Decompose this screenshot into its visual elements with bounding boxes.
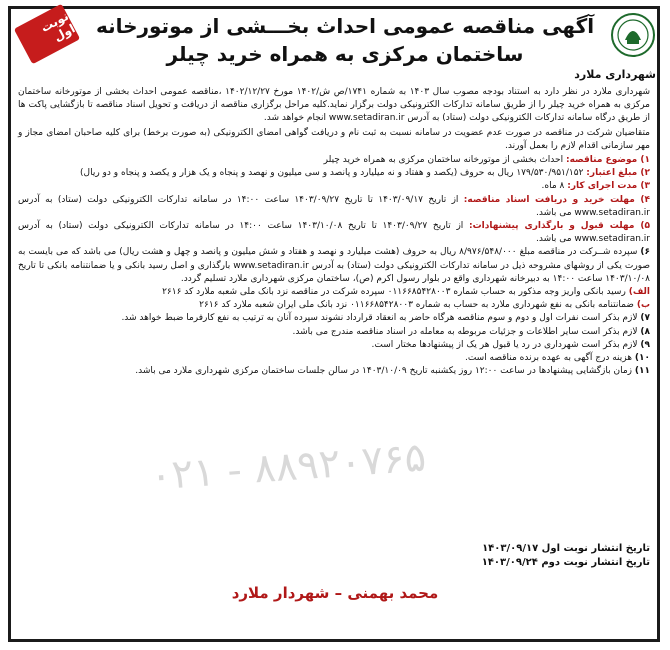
item-heading: ۷) [640, 313, 650, 324]
item-8 [18, 326, 650, 339]
item-heading: ۴) مهلت خرید و دریافت اسناد مناقصه: [463, 194, 650, 205]
item-heading: ۲) مبلغ اعتبار: [586, 168, 650, 179]
item-11 [18, 365, 650, 378]
item-text: از تاریخ ۱۴۰۳/۰۹/۲۷ تا تاریخ ۱۴۰۳/۱۰/۰۸ ساعت ۱۴:۰۰ در سامانه تدارکات الکترونیکی دولت (ستاد) به آدرس www.setadiran.ir می باشد. [18, 221, 650, 245]
item-document-deadline [18, 194, 650, 220]
municipality-emblem-icon [610, 12, 656, 58]
item-text: ۱۷۹/۵۳۰/۹۵۱/۱۵۲ ریال به حروف (یکصد و هفتاد و نه میلیارد و پانصد و سی میلیون و نهصد و پنجاه و یک هزار و یکصد و پنجاه و دو ریال) [80, 168, 584, 179]
item-budget [18, 167, 650, 180]
item-text: لازم بذکر است نفرات اول و دوم و سوم مناقصه هرگاه حاضر به انعقاد قرارداد نشوند سپرده آنان به ترتیب به نفع کارفرما ضبط خواهد شد. [121, 313, 638, 324]
item-text: هزینه درج آگهی به عهده برنده مناقصه است. [464, 353, 632, 364]
item-text: ضمانتنامه بانکی به نفع شهرداری ملارد به حساب به شماره ۰۱۱۶۶۸۵۴۲۸۰۰۳ نزد بانک ملی ایران شعبه ملارد کد ۲۶۱۶ [199, 300, 634, 311]
notice-body [18, 86, 650, 378]
item-7 [18, 312, 650, 325]
notice-title-line-1: آگهی مناقصه عمومی احداث بخـــشی از موتورخانه [95, 14, 595, 38]
signature: محمد بهمنی – شهردار ملارد [231, 584, 439, 602]
item-text: ۸ ماه. [541, 181, 565, 192]
item-9 [18, 339, 650, 352]
item-text: رسید بانکی واریز وجه مذکور به حساب شماره ۰۱۱۶۶۸۵۴۲۸۰۰۳ سپرده شرکت در مناقصه نزد بانک ملی شعبه ملارد کد ۲۶۱۶ [162, 287, 626, 298]
item-heading: ۱) موضوع مناقصه: [565, 155, 650, 166]
item-bid-deadline [18, 220, 650, 246]
item-text: لازم بذکر است سایر اطلاعات و جزئیات مربوطه به معامله در اسناد مناقصه مندرج می باشد. [292, 326, 638, 337]
publication-dates [482, 542, 650, 570]
item-text: زمان بازگشایی پیشنهادها در ساعت ۱۲:۰۰ روز یکشنبه تاریخ ۱۴۰۳/۱۰/۰۹ در سالن جلسات ساختمان مرکزی شهرداری ملارد می باشد. [135, 366, 632, 377]
phone-watermark: ۰۲۱ - ۸۸۹۲۰۷۶۵ [148, 434, 428, 500]
intro-paragraph: شهرداری ملارد در نظر دارد به استناد بودجه مصوب سال ۱۴۰۳ به شماره ۱۷۴۱/ص ش/۱۴۰۲ مورخ ۱۴۰۲/۱۲/۲۷ ،مناقصه عمومی احداث بخشی از موتورخانه ساختمان مرکزی به همراه خرید چیلر را از طریق سامانه تدارکات الکترونیکی دولت برگزار نماید.کلیه مراحل برگزاری مناقصه از دریافت و تحویل اسناد مناقصه تا بازگشایی پاکت ها از طریق درگاه سامانه تدارکات الکترونیکی دولت (ستاد) به آدرس www.setadiran.ir انجام خواهد شد. [18, 87, 650, 124]
item-duration [18, 180, 650, 193]
item-heading: ۵) مهلت قبول و بارگذاری پیشنهادات: [468, 221, 650, 232]
item-heading: ۸) [640, 326, 650, 337]
second-publication-date: تاریخ انتشار نوبت دوم ۱۴۰۳/۰۹/۲۴ [481, 557, 650, 568]
item-heading: ۱۱) [634, 366, 650, 377]
item-text: لازم بذکر است شهرداری در رد یا قبول هر یک از پیشنهادها مختار است. [371, 339, 638, 350]
item-deposit-a [18, 286, 650, 299]
item-text: سپرده شــرکت در مناقصه مبلغ ۸/۹۷۶/۵۴۸/۰۰۰ ریال به حروف (هشت میلیارد و نهصد و هفتاد و شش میلیون و پانصد و چهل و هشت ریال) می باشد که می بایست به صورت یکی از روشهای مشروحه ذیل در سامانه تدارکات الکترونیکی دولت (ستاد) به آدرس www.setadiran.ir بارگذاری و اصل رسید بانکی و یا ضمانتنامه بانکی تا تاریخ ۱۴۰۳/۱۰/۰۸ ساعت ۱۴:۰۰ به دبیرخانه شهرداری واقع در بلوار رسول اکرم (ص)، ساختمان مرکزی شهرداری ملارد تسلیم گردد. [18, 247, 651, 284]
organization-name: شهرداری ملارد [574, 68, 656, 81]
item-10 [18, 352, 650, 365]
item-text: از تاریخ ۱۴۰۳/۰۹/۱۷ تا تاریخ ۱۴۰۳/۰۹/۲۷ ساعت ۱۴:۰۰ در سامانه تدارکات الکترونیکی دولت (ستاد) به آدرس www.setadiran.ir می باشد. [18, 194, 650, 218]
notice-title-line-2: ساختمان مرکزی به همراه خرید چیلر [166, 42, 524, 66]
item-subject [18, 154, 650, 167]
first-round-stamp: نوبت اول [14, 4, 80, 65]
item-heading: ب) [636, 300, 650, 311]
item-heading: ۱۰) [634, 353, 650, 364]
item-heading: ۳) مدت اجرای کار: [567, 181, 650, 192]
intro-paragraph: متقاضیان شرکت در مناقصه در صورت عدم عضویت در سامانه نسبت به ثبت نام و دریافت گواهی امضای الکترونیکی (به صورت برخط) برای کلیه صاحبان امضای مجاز و مهر سازمانی اقدام لازم را بعمل آورند. [18, 127, 650, 151]
first-publication-date: تاریخ انتشار نوبت اول ۱۴۰۳/۰۹/۱۷ [482, 543, 650, 554]
item-deposit-b [18, 299, 650, 312]
item-deposit [18, 246, 650, 286]
item-heading: ۹) [640, 339, 650, 350]
item-heading: الف) [628, 287, 650, 298]
item-heading: ۶) [640, 247, 650, 258]
item-text: احداث بخشی از موتورخانه ساختمان مرکزی به همراه خرید چیلر [323, 155, 564, 166]
